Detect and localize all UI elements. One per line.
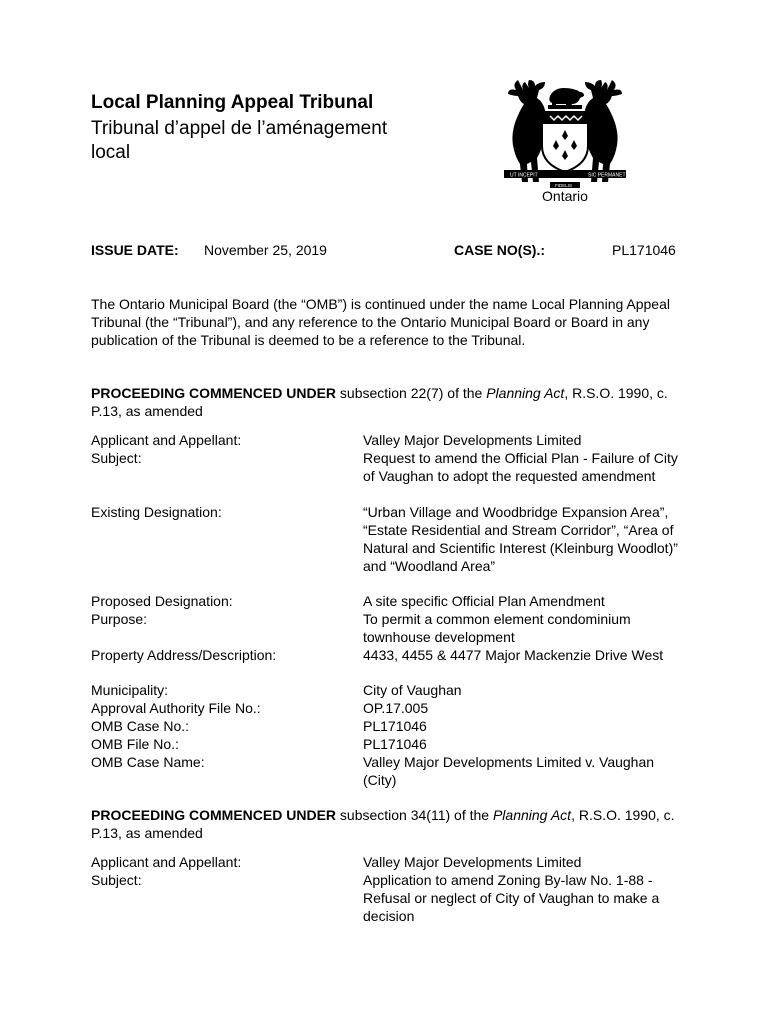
case-number-value: PL171046: [612, 242, 676, 258]
section2-heading-pre: subsection 34(11) of the: [336, 807, 493, 823]
svg-text:SIC PERMANET: SIC PERMANET: [588, 172, 626, 179]
detail-value: A site specific Official Plan Amendment: [363, 593, 605, 609]
issue-date-value: November 25, 2019: [204, 242, 327, 258]
detail-value: Valley Major Developments Limited: [363, 854, 582, 870]
detail-value: Request to amend the Official Plan - Failure of City of Vaughan to adopt the requested amendment: [363, 450, 678, 484]
detail-label: Proposed Designation:: [91, 593, 233, 609]
detail-value: Application to amend Zoning By-law No. 1-88 - Refusal or neglect of City of Vaughan to make a decision: [363, 872, 660, 924]
ontario-coat-of-arms-icon: [498, 78, 632, 206]
title-english: Local Planning Appeal Tribunal: [91, 92, 374, 113]
section1-heading-pre: subsection 22(7) of the: [336, 385, 487, 401]
detail-label: OMB Case No.:: [91, 718, 190, 734]
detail-value: PL171046: [363, 736, 427, 752]
detail-label: Approval Authority File No.:: [91, 700, 261, 716]
section2-heading: [91, 806, 691, 842]
detail-value: PL171046: [363, 718, 427, 734]
detail-value: To permit a common element condominium townhouse development: [363, 611, 631, 645]
case-number-label: CASE NO(S).:: [454, 242, 545, 258]
section2-heading-post: , R.S.O. 1990, c. P.13, as amended: [91, 807, 675, 841]
detail-value: 4433, 4455 & 4477 Major Mackenzie Drive West: [363, 647, 664, 663]
detail-value: City of Vaughan: [363, 682, 462, 698]
detail-label: Property Address/Description:: [91, 647, 277, 663]
intro-paragraph: The Ontario Municipal Board (the “OMB”) is continued under the name Local Planning Appeal Tribunal (the “Tribunal”), and any reference to the Ontario Municipal Board or Board in any publication of the Tribunal is deemed to be a reference to the Tribunal.: [91, 296, 670, 348]
logo-wordmark: Ontario: [542, 188, 588, 204]
detail-label: Subject:: [91, 450, 142, 466]
section2-heading-act: Planning Act: [492, 807, 572, 823]
detail-label: Municipality:: [91, 682, 169, 698]
section1-heading-act: Planning Act: [486, 385, 565, 401]
issue-date-label: ISSUE DATE:: [91, 242, 179, 258]
title-french: Tribunal d’appel de l’aménagement local: [91, 118, 388, 163]
detail-label: OMB Case Name:: [91, 754, 205, 770]
detail-label: Applicant and Appellant:: [91, 432, 242, 448]
detail-label: Existing Designation:: [91, 504, 222, 520]
detail-value: Valley Major Developments Limited: [363, 432, 582, 448]
detail-value: OP.17.005: [363, 700, 429, 716]
svg-text:UT INCEPIT: UT INCEPIT: [510, 172, 538, 179]
detail-label: Purpose:: [91, 611, 148, 627]
detail-label: Subject:: [91, 872, 142, 888]
section1-heading-post: , R.S.O. 1990, c. P.13, as amended: [91, 385, 668, 419]
detail-label: Applicant and Appellant:: [91, 854, 242, 870]
section1-heading-bold: PROCEEDING COMMENCED UNDER: [91, 385, 337, 401]
section1-heading: [91, 384, 691, 420]
section2-heading-bold: PROCEEDING COMMENCED UNDER: [91, 807, 337, 823]
detail-value: Valley Major Developments Limited v. Vaughan (City): [363, 754, 655, 788]
detail-value: “Urban Village and Woodbridge Expansion Area”, “Estate Residential and Stream Corridor”, “Area of Natural and Scientific Interest (Kleinburg Woodlot)” and “Woodland Area”: [363, 504, 678, 574]
detail-label: OMB File No.:: [91, 736, 179, 752]
svg-text:FIDELIS: FIDELIS: [555, 183, 573, 188]
